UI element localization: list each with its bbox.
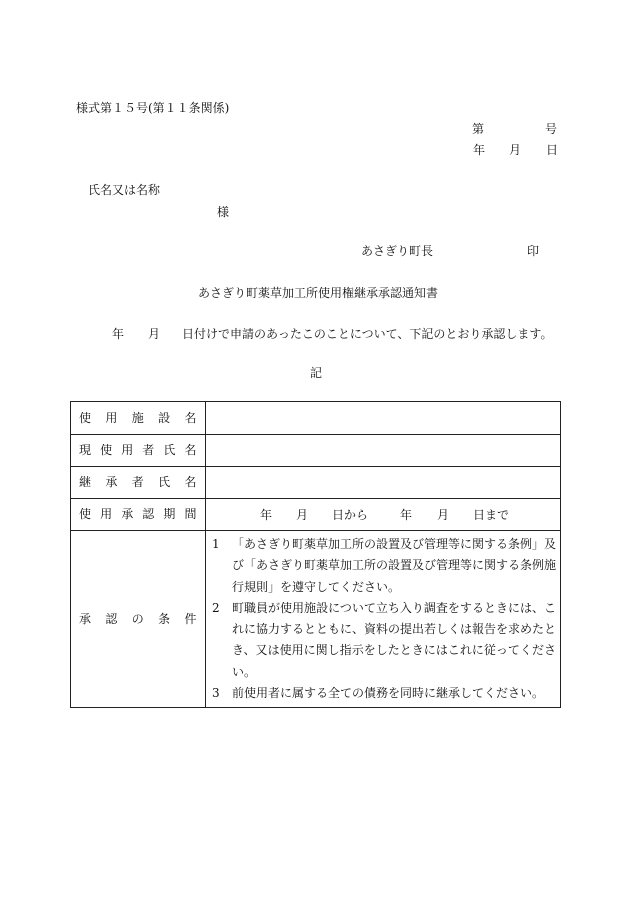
table-row-facility	[71, 402, 561, 435]
table-row-current-user	[71, 435, 561, 467]
period-from-month: 月	[296, 508, 309, 522]
doc-number-suffix: 号	[545, 122, 558, 136]
recipient-label: 氏名又は名称	[88, 183, 161, 197]
period-from-year: 年	[260, 508, 273, 522]
facility-value	[206, 402, 561, 435]
condition-text: 前使用者に属する全ての債務を同時に継承してください。	[232, 686, 545, 701]
successor-value	[206, 467, 561, 499]
list-item	[212, 683, 556, 704]
form-number: 様式第１５号(第１１条関係)	[76, 101, 230, 115]
date-year: 年	[473, 143, 486, 157]
conditions-label: 承認の条件	[71, 531, 206, 708]
recipient-honorific: 様	[217, 205, 230, 219]
list-item	[212, 598, 556, 683]
period-label: 使用承認期間	[71, 499, 206, 531]
facility-label: 使用施設名	[71, 402, 206, 435]
doc-number-prefix: 第	[472, 122, 485, 136]
period-from-day: 日から	[332, 508, 369, 522]
body-statement: 日付けで申請のあったこのことについて、下記のとおり承認します。	[182, 327, 553, 341]
table-row-successor	[71, 467, 561, 499]
ki-heading: 記	[310, 366, 323, 380]
issuer-name: あさぎり町長	[361, 244, 434, 258]
successor-label: 継承者氏名	[71, 467, 206, 499]
date-month: 月	[509, 143, 522, 157]
seal-mark: 印	[527, 244, 540, 258]
table-row-period	[71, 499, 561, 531]
period-value	[206, 499, 561, 531]
condition-text: 町職員が使用施設について立ち入り調査をするときには、これに協力するとともに、資料の提出若しくは報告を求めたとき、又は使用に関し指示をしたときにはこれに従ってください。	[232, 600, 557, 679]
date-day: 日	[546, 143, 559, 157]
condition-number: 3	[212, 686, 220, 701]
body-year: 年	[112, 327, 125, 341]
condition-text: 「あさぎり町薬草加工所の設置及び管理等に関する条例」及び「あさぎり町薬草加工所の設置及び管理等に関する条例施行規則」を遵守してください。	[232, 537, 557, 594]
condition-number: 2	[212, 600, 220, 615]
table-row-conditions	[71, 531, 561, 708]
conditions-value	[206, 531, 561, 708]
body-month: 月	[148, 327, 161, 341]
list-item	[212, 534, 556, 598]
conditions-list	[206, 531, 560, 707]
period-to-year: 年	[400, 508, 413, 522]
period-to-month: 月	[437, 508, 450, 522]
details-table	[70, 401, 561, 708]
period-to-day: 日まで	[473, 508, 510, 522]
condition-number: 1	[212, 537, 220, 551]
current-user-value	[206, 435, 561, 467]
document-title: あさぎり町薬草加工所使用権継承承認通知書	[198, 286, 439, 300]
current-user-label: 現使用者氏名	[71, 435, 206, 467]
